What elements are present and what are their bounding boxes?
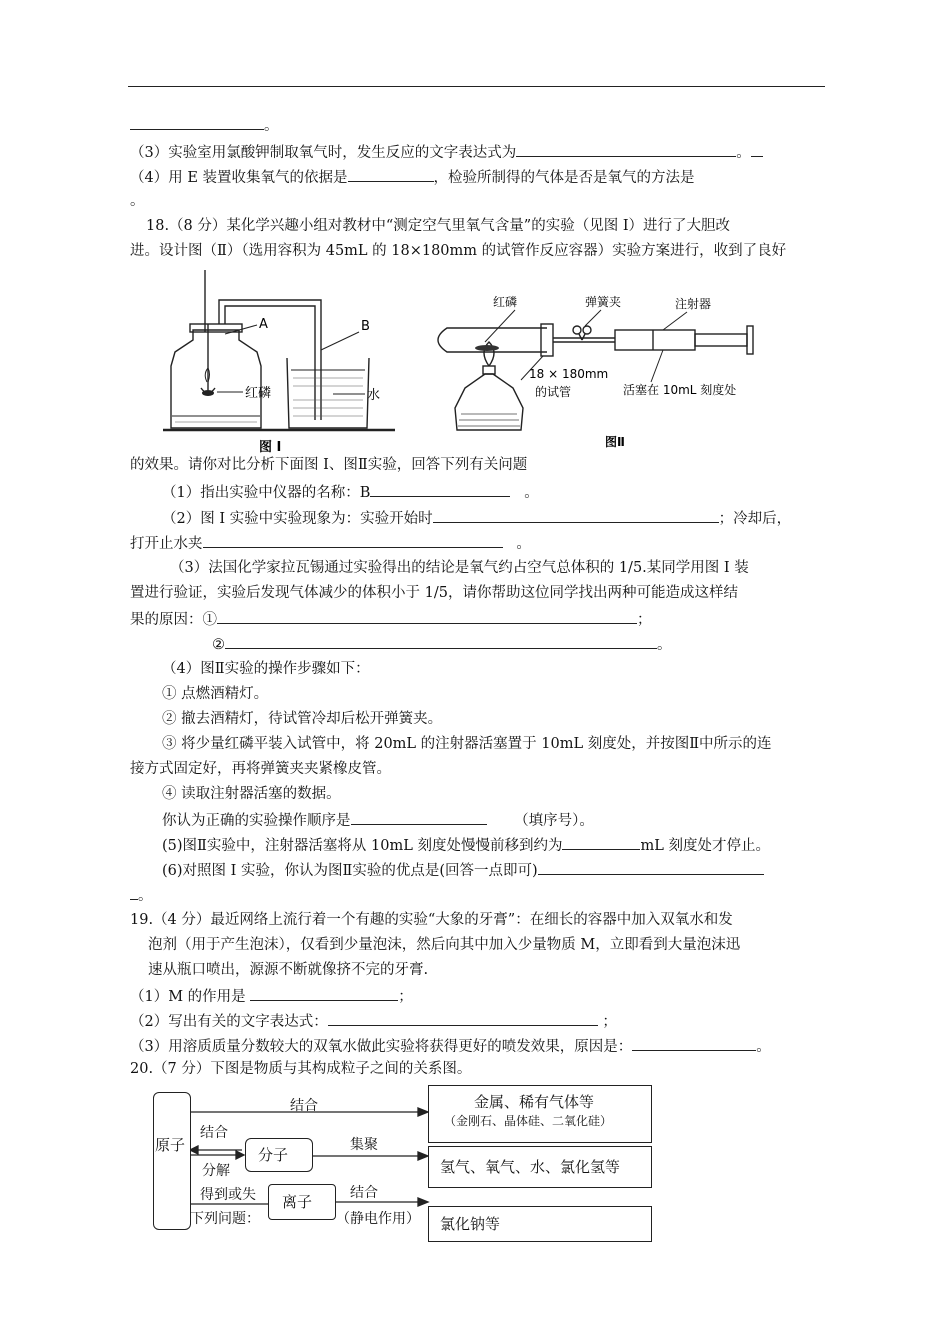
step-3a: ③ 将少量红磷平装入试管中，将 20mL 的注射器活塞置于 10mL 刻度处，并按图Ⅱ中所示的连 — [162, 736, 772, 752]
q18-3b: 置进行验证，实验后发现气体减少的体积小于 1/5，请你帮助这位同学找出两种可能造成这样结 — [130, 585, 738, 601]
q18-5: (5)图Ⅱ实验中，注射器活塞将从 10mL 刻度处慢慢前移到约为 mL 刻度处才停止。 — [162, 834, 770, 856]
connecting-tube — [219, 300, 321, 420]
box-metals-sub: （金刚石、晶体硅、二氧化硅） — [444, 1114, 613, 1128]
q19-3: （3）用溶质质量分数较大的双氧水做此实验将获得更好的喷发效果，原因是： 。 — [130, 1035, 771, 1057]
label-water: 水 — [367, 388, 381, 403]
combine-label-1: 结合 — [290, 1098, 318, 1114]
gain-lose-label: 得到或失 — [200, 1187, 256, 1203]
red-phosphorus — [202, 390, 214, 396]
q18-intro-a: 18.（8 分）某化学兴趣小组对教材中“测定空气里氧气含量”的实验（见图 I）进行了大胆改 — [146, 218, 731, 234]
q20: 20.（7 分）下图是物质与其构成粒子之间的关系图。 — [130, 1061, 472, 1077]
rubber-stopper — [541, 324, 553, 356]
decompose-label: 分解 — [202, 1163, 230, 1179]
syringe-barrel — [615, 330, 695, 350]
q18-3c: 果的原因：① ； — [130, 608, 652, 630]
box-molecular-label: 氢气、氧气、水、氯化氢等 — [440, 1158, 621, 1176]
box-metals-main: 金属、稀有气体等 — [474, 1093, 595, 1111]
stopper — [190, 324, 242, 332]
box-ionic-label: 氯化钠等 — [440, 1215, 501, 1233]
q19-c: 速从瓶口喷出，源源不断就像挤不完的牙膏. — [148, 962, 429, 978]
label-tube: 的试管 — [535, 385, 572, 399]
alcohol-lamp — [455, 374, 523, 430]
red-phosphorus-2 — [475, 345, 499, 351]
step-1: ① 点燃酒精灯。 — [162, 686, 269, 702]
molecule-label: 分子 — [258, 1146, 289, 1164]
order-question: 你认为正确的实验操作顺序是 （填序号）。 — [162, 809, 594, 831]
q18-2c: 打开止水夹 。 — [130, 532, 531, 554]
label-clip: 弹簧夹 — [585, 295, 622, 309]
q18-intro-b: 进。设计图（Ⅱ）（选用容积为 45mL 的 18×180mm 的试管作反应容器）实验方案进行，收到了良好 — [130, 243, 787, 259]
atom-label: 原子 — [155, 1136, 186, 1154]
q18-3a: （3）法国化学家拉瓦锡通过实验得出的结论是氧气约占空气总体积的 1/5.某同学用图 I 装 — [170, 560, 749, 576]
q19-2: （2）写出有关的文字表达式： ； — [130, 1010, 617, 1032]
q19-1: （1）M 的作用是 ； — [130, 985, 413, 1007]
figure-1 — [163, 270, 403, 460]
ion-label: 离子 — [282, 1193, 313, 1211]
q18-2a: （2）图 I 实验中实验现象为：实验开始时 ；冷却后， — [162, 507, 791, 529]
header-rule — [128, 86, 825, 87]
step-4: ④ 读取注射器活塞的数据。 — [162, 786, 341, 802]
q18-6-end: 。 — [130, 884, 153, 906]
beaker — [287, 358, 369, 428]
line-q4: （4）用 E 装置收集氧气的依据是 ，检验所制得的气体是否是氧气的方法是 — [130, 166, 695, 188]
combine-label-2: 结合 — [200, 1125, 228, 1141]
label-phosphorus: 红磷 — [245, 386, 272, 401]
q18-intro-c: 的效果。请你对比分析下面图 I、图Ⅱ实验，回答下列有关问题 — [130, 457, 528, 473]
static-label: （静电作用） — [336, 1211, 420, 1227]
combine-label-3: 结合 — [350, 1185, 378, 1201]
q18-1: （1）指出实验中仪器的名称：B 。 — [162, 481, 539, 503]
gather-label: 集聚 — [350, 1137, 378, 1153]
q18-3d: ② 。 — [212, 633, 672, 655]
figure-2 — [425, 290, 770, 455]
q19-a: 19.（4 分）最近网络上流行着一个有趣的实验“大象的牙膏”：在细长的容器中加入双氧水和发 — [130, 912, 733, 928]
q18-6: (6)对照图 I 实验，你认为图Ⅱ实验的优点是(回答一点即可) — [162, 859, 764, 881]
label-phosphorus-2: 红磷 — [493, 295, 518, 309]
step-2: ② 撤去酒精灯，待试管冷却后松开弹簧夹。 — [162, 711, 443, 727]
label-syringe: 注射器 — [675, 297, 712, 311]
figure-2-caption: 图Ⅱ — [605, 435, 625, 449]
atom-box — [153, 1092, 191, 1230]
label-tube-size: 18 × 180mm — [529, 367, 609, 381]
label-b: B — [361, 319, 370, 334]
q19-b: 泡剂（用于产生泡沫），仅看到少量泡沫，然后向其中加入少量物质 M，立即看到大量泡沫迅 — [148, 937, 741, 953]
label-a: A — [259, 317, 268, 332]
line-prev-end: 。 — [130, 114, 279, 136]
label-piston: 活塞在 10mL 刻度处 — [623, 383, 737, 397]
figure-1-caption: 图 I — [259, 440, 282, 455]
line-q4-end: 。 — [130, 193, 145, 209]
overlap-label: 下列问题： — [190, 1211, 260, 1227]
q18-4: （4）图Ⅱ实验的操作步骤如下： — [162, 661, 370, 677]
step-3b: 接方式固定好，再将弹簧夹夹紧橡皮管。 — [130, 761, 391, 777]
gas-bottle — [171, 330, 261, 428]
line-q3: （3）实验室用氯酸钾制取氧气时，发生反应的文字表达式为 。 — [130, 141, 763, 163]
